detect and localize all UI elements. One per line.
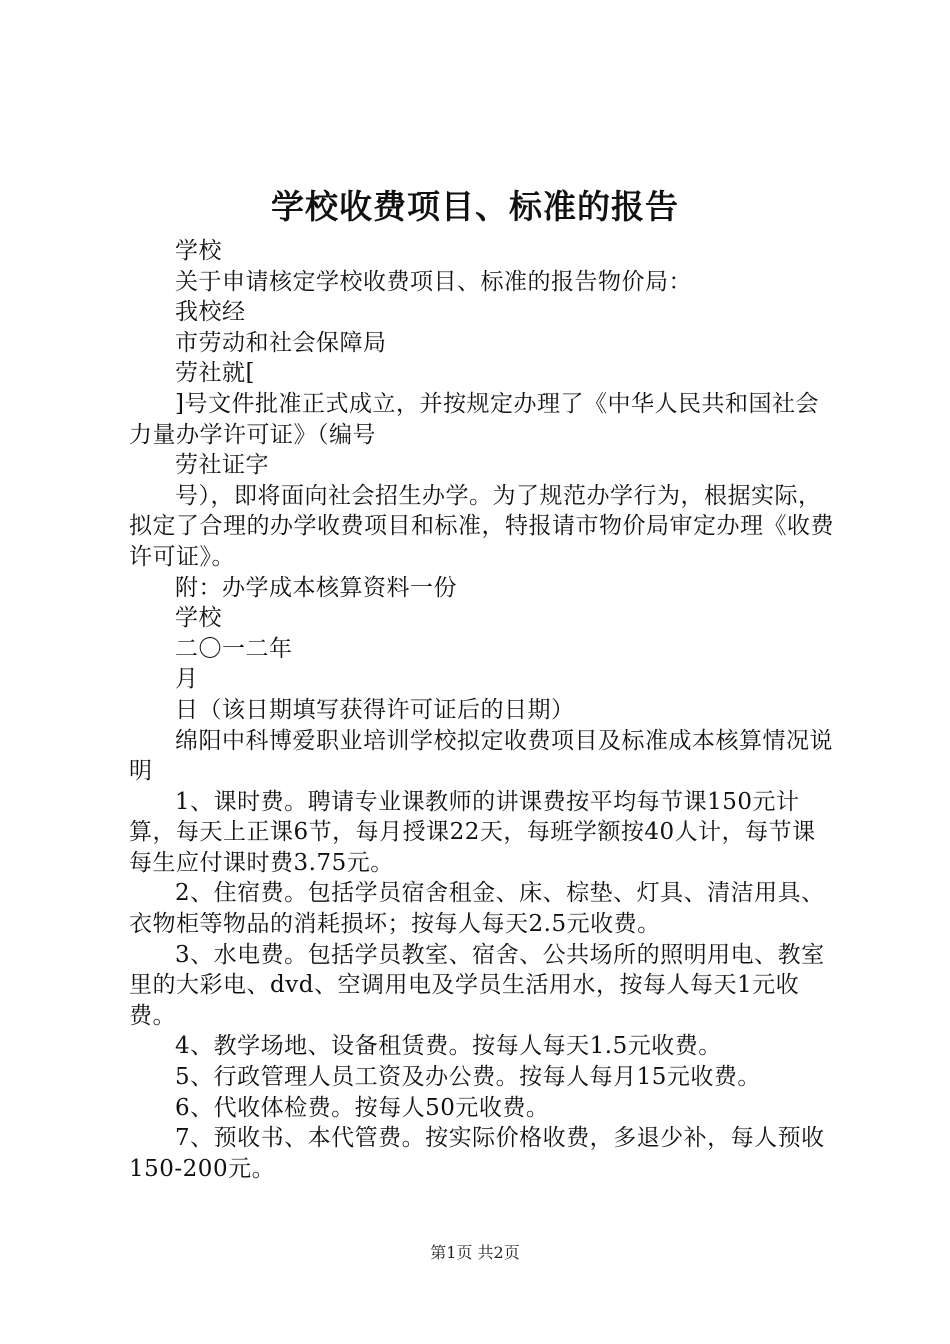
paragraph: 号），即将面向社会招生办学。为了规范办学行为，根据实际，拟定了合理的办学收费项目和标准，特报请市物价局审定办理《收费许可证》。 (129, 482, 834, 570)
document-title: 学校收费项目、标准的报告 (271, 187, 679, 226)
paragraph: 月 (175, 666, 199, 693)
page-number-footer: 第1页 共2页 (430, 1243, 520, 1262)
paragraph: 附：办学成本核算资料一份 (175, 574, 457, 601)
paragraph: 我校经 (175, 299, 246, 326)
paragraph: 2、住宿费。包括学员宿舍租金、床、棕垫、灯具、清洁用具、衣物柜等物品的消耗损坏；按每人每天2.5元收费。 (129, 880, 825, 938)
paragraph: 3、水电费。包括学员教室、宿舍、公共场所的照明用电、教室里的大彩电、dvd、空调用电及学员生活用水，按每人每天1元收费。 (129, 941, 825, 1029)
paragraph: 绵阳中科博爱职业培训学校拟定收费项目及标准成本核算情况说明 (129, 727, 833, 785)
paragraph: 市劳动和社会保障局 (175, 329, 387, 356)
paragraph: 二〇一二年 (175, 635, 293, 662)
paragraph: 关于申请核定学校收费项目、标准的报告物价局： (175, 268, 692, 295)
paragraph: 6、代收体检费。按每人50元收费。 (175, 1094, 550, 1121)
paragraph: 劳社证字 (175, 452, 269, 479)
paragraph: 劳社就[ (175, 360, 255, 387)
paragraph: 日（该日期填写获得许可证后的日期） (175, 696, 575, 723)
paragraph: 学校 (175, 605, 222, 632)
paragraph: 学校 (175, 238, 222, 264)
paragraph: ]号文件批准正式成立，并按规定办理了《中华人民共和国社会力量办学许可证》（编号 (129, 390, 819, 448)
paragraph: 5、行政管理人员工资及办公费。按每人每月15元收费。 (175, 1064, 761, 1091)
paragraph: 4、教学场地、设备租赁费。按每人每天1.5元收费。 (175, 1033, 722, 1060)
paragraph: 7、预收书、本代管费。按实际价格收费，多退少补，每人预收150-200元。 (129, 1125, 825, 1182)
document-body (129, 236, 839, 1184)
paragraph: 1、课时费。聘请专业课教师的讲课费按平均每节课150元计算，每天上正课6节，每月授课22天，每班学额按40人计，每节课每生应付课时费3.75元。 (129, 788, 816, 876)
